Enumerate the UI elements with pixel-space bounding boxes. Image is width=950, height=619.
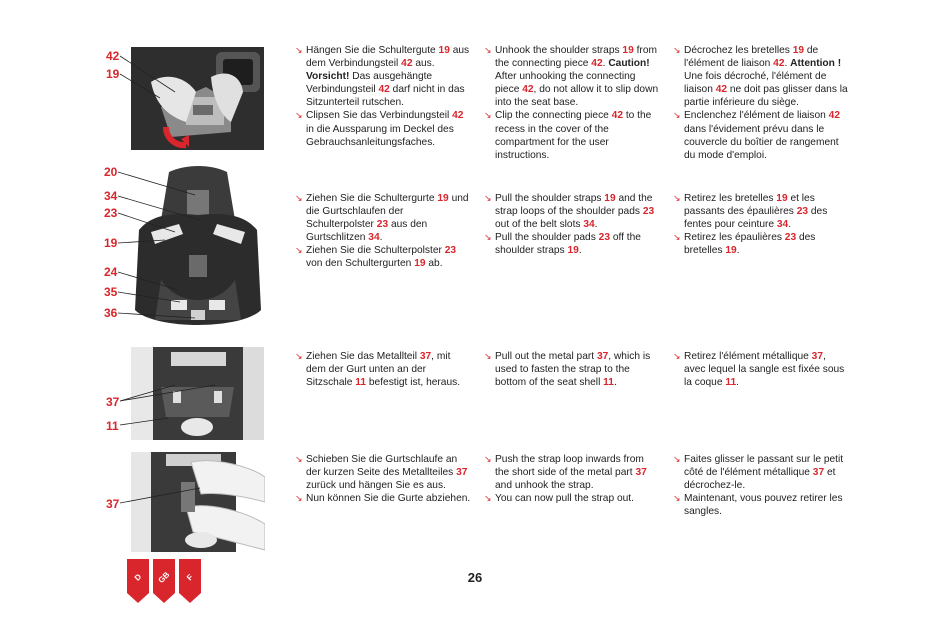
step-arrow-icon: ↘ <box>295 110 303 121</box>
step-text: dans l'évidement prévu dans le couvercle du boîtier de rangement du mode d'emploi. <box>684 123 839 161</box>
instruction-step <box>673 453 849 492</box>
part-number: 23 <box>598 232 610 244</box>
part-number: 42 <box>591 58 603 70</box>
part-number: 37 <box>635 467 647 479</box>
warning-label: Caution! <box>608 58 650 70</box>
instruction-step <box>484 492 660 505</box>
language-tabs <box>127 559 202 603</box>
callout-label: 19 <box>106 67 120 81</box>
part-number: 42 <box>522 84 534 96</box>
step-arrow-icon: ↘ <box>673 193 681 203</box>
step-text: Ziehen Sie die Schultergurte <box>306 193 438 204</box>
part-number: 19 <box>792 45 805 56</box>
step-text: Hängen Sie die Schultergute <box>306 45 439 56</box>
step-text: , mit dem der Gurt unten an der Sitzschale <box>306 351 451 389</box>
step-text: . <box>594 219 598 231</box>
callout-label: 36 <box>104 306 118 320</box>
step-text: off the shoulder straps <box>495 232 641 257</box>
part-number: 19 <box>414 258 426 270</box>
part-number: 42 <box>452 110 464 122</box>
language-tab-label: D <box>132 572 144 583</box>
instruction-step <box>673 44 849 109</box>
step-text: et les passants des épaulières <box>684 193 815 218</box>
step-arrow-icon: ↘ <box>484 351 492 361</box>
part-number: 37 <box>596 351 609 362</box>
callout-label: 23 <box>104 206 118 220</box>
part-number: 42 <box>611 110 624 122</box>
callout-label: 35 <box>104 285 118 299</box>
section-4-de <box>295 453 471 505</box>
part-number: 23 <box>444 245 457 257</box>
step-text: ab. <box>425 258 443 270</box>
part-number: 19 <box>776 193 788 204</box>
section-1-de <box>295 44 471 149</box>
callout-label: 37 <box>106 497 120 511</box>
step-text: . <box>788 219 792 231</box>
step-text: Retirez l'élément métallique <box>684 351 812 362</box>
step-arrow-icon: ↘ <box>484 193 492 203</box>
section-2-fr <box>673 192 849 257</box>
section-1-gb <box>484 44 660 162</box>
step-text: des bretelles <box>684 232 816 257</box>
language-tab-label: F <box>185 572 195 583</box>
step-text: . <box>736 245 740 257</box>
step-text: Schieben Sie die Gurtschlaufe an der kurzen Seite des Metallteiles <box>306 454 458 479</box>
language-tab-label: GB <box>156 570 172 585</box>
part-number: 34 <box>368 232 380 244</box>
part-number: 23 <box>642 206 655 218</box>
step-text: and unhook the strap. <box>495 480 594 492</box>
step-text: in die Aussparung im Deckel des Gebrauchsanleitungsfaches. <box>306 123 454 148</box>
part-number: 42 <box>715 84 728 96</box>
instruction-step <box>484 350 660 389</box>
step-text: , which is used to fasten the strap to the bottom of the seat shell <box>495 351 651 389</box>
step-text: Das ausgehängte Verbindungsteil <box>306 71 433 96</box>
section-3-de <box>295 350 471 389</box>
callout-label: 37 <box>106 395 120 409</box>
step-arrow-icon: ↘ <box>673 454 681 464</box>
callout-label: 42 <box>106 49 120 63</box>
section-4-gb <box>484 453 660 505</box>
step-arrow-icon: ↘ <box>673 232 681 243</box>
instruction-step <box>484 44 660 109</box>
page-number: 26 <box>467 570 483 585</box>
section-1-fr <box>673 44 849 162</box>
step-arrow-icon: ↘ <box>673 493 681 504</box>
instruction-step <box>673 350 849 389</box>
language-tab-fr <box>179 559 201 603</box>
step-text: . <box>736 377 739 389</box>
step-text: Unhook the shoulder straps <box>495 45 623 56</box>
part-number: 11 <box>355 377 367 389</box>
step-text: and the strap loops of the shoulder pads <box>495 193 653 218</box>
part-number: 19 <box>725 245 737 257</box>
callout-label: 34 <box>104 189 118 203</box>
step-arrow-icon: ↘ <box>295 493 303 504</box>
step-text: aus den Gurtschlitzen <box>306 219 428 244</box>
part-number: 34 <box>583 219 595 231</box>
callout-label: 19 <box>104 236 118 250</box>
part-number: 34 <box>776 219 789 231</box>
step-text: Décrochez les bretelles <box>684 45 793 56</box>
step-text: out of the belt slots <box>495 219 584 231</box>
instruction-step <box>295 350 471 389</box>
part-number: 23 <box>376 219 389 231</box>
callout-label: 11 <box>106 419 119 433</box>
step-text: Maintenant, vous pouvez retirer les sangles. <box>684 493 843 518</box>
part-number: 11 <box>725 377 737 389</box>
step-text: . <box>602 58 609 70</box>
part-number: 23 <box>784 232 797 244</box>
figure-4-strap-loop <box>131 452 265 552</box>
part-number: 19 <box>604 193 616 204</box>
section-4-fr <box>673 453 849 518</box>
part-number: 19 <box>567 245 579 257</box>
step-text: von den Schultergurten <box>306 258 415 270</box>
step-text: darf nicht in das Sitzunterteil rutschen. <box>306 84 465 109</box>
instruction-step <box>295 192 471 244</box>
step-text: Retirez les épaulières <box>684 232 785 244</box>
step-text: Pull the shoulder pads <box>495 232 599 244</box>
part-number: 37 <box>456 467 468 479</box>
step-text: aus. <box>412 58 435 70</box>
instruction-step <box>295 492 471 505</box>
step-text: from the connecting piece <box>495 45 657 70</box>
step-arrow-icon: ↘ <box>673 351 681 361</box>
step-text: zurück und hängen Sie es aus. <box>306 480 446 492</box>
part-number: 19 <box>438 45 450 56</box>
step-text: After unhooking the connecting piece <box>495 71 636 96</box>
instruction-step <box>295 244 471 270</box>
instruction-step <box>484 192 660 231</box>
step-arrow-icon: ↘ <box>295 45 303 55</box>
step-arrow-icon: ↘ <box>295 454 303 464</box>
step-text: und die Gurtschlaufen der Schulterpolster <box>306 193 469 231</box>
instruction-step <box>673 109 849 161</box>
step-text: . <box>379 232 383 244</box>
step-arrow-icon: ↘ <box>484 493 492 504</box>
instruction-step <box>484 453 660 492</box>
language-tab-de <box>127 559 149 603</box>
step-text: des fentes pour ceinture <box>684 206 828 231</box>
instruction-step <box>484 231 660 257</box>
part-number: 23 <box>796 206 809 218</box>
callout-label: 20 <box>104 165 118 179</box>
step-text: befestigt ist, heraus. <box>366 377 461 389</box>
instruction-step <box>673 231 849 257</box>
step-text: Nun können Sie die Gurte abziehen. <box>306 493 471 505</box>
step-text: Push the strap loop inwards from the short side of the metal part <box>495 454 644 479</box>
step-text: Pull out the metal part <box>495 351 597 362</box>
step-text: Faites glisser le passant sur le petit côté de l'élément métallique <box>684 454 844 479</box>
section-2-de <box>295 192 471 271</box>
step-text: . <box>578 245 582 257</box>
step-arrow-icon: ↘ <box>484 454 492 464</box>
step-text: Pull the shoulder straps <box>495 193 605 204</box>
step-text: aus dem Verbindungsteil <box>306 45 470 70</box>
figure-3-metal-part <box>131 347 264 440</box>
step-arrow-icon: ↘ <box>673 45 681 55</box>
step-text: Enclenchez l'élément de liaison <box>684 110 829 122</box>
step-text: ne doit pas glisser dans la partie inférieure du siège. <box>684 84 848 109</box>
step-arrow-icon: ↘ <box>484 232 492 243</box>
part-number: 42 <box>773 58 785 70</box>
step-text: Une fois décroché, l'élément de liaison <box>684 71 827 96</box>
step-text: . <box>784 58 791 70</box>
language-tab-gb <box>153 559 175 603</box>
part-number: 19 <box>437 193 449 204</box>
part-number: 19 <box>622 45 634 56</box>
figure-2-seat-overview <box>131 160 265 332</box>
step-arrow-icon: ↘ <box>295 351 303 361</box>
part-number: 42 <box>401 58 413 70</box>
step-text: Clip the connecting piece <box>495 110 612 122</box>
step-text: Clipsen Sie das Verbindungsteil <box>306 110 453 122</box>
section-3-fr <box>673 350 849 389</box>
instruction-step <box>673 192 849 231</box>
instruction-step <box>295 453 471 492</box>
step-text: , avec lequel la sangle est fixée sous la coque <box>684 351 845 389</box>
instruction-step <box>295 109 471 148</box>
instruction-step <box>295 44 471 109</box>
warning-label: Vorsicht! <box>306 71 350 83</box>
part-number: 37 <box>419 351 432 362</box>
part-number: 42 <box>378 84 390 96</box>
step-text: . <box>613 377 617 389</box>
part-number: 42 <box>828 110 840 122</box>
part-number: 37 <box>812 467 825 479</box>
step-arrow-icon: ↘ <box>484 110 492 121</box>
part-number: 37 <box>811 351 823 362</box>
part-number: 11 <box>603 377 614 389</box>
step-text: to the recess in the cover of the compartment for the user instructions. <box>495 110 652 161</box>
callout-label: 24 <box>104 265 118 279</box>
warning-label: Attention ! <box>790 58 842 70</box>
step-arrow-icon: ↘ <box>484 45 492 55</box>
step-arrow-icon: ↘ <box>295 245 303 256</box>
instruction-step <box>673 492 849 518</box>
step-text: Ziehen Sie das Metallteil <box>306 351 420 362</box>
step-text: et décrochez-le. <box>684 467 836 492</box>
step-text: , do not allow it to slip down into the seat base. <box>495 84 659 109</box>
step-text: You can now pull the strap out. <box>495 493 634 505</box>
step-arrow-icon: ↘ <box>295 193 303 203</box>
instruction-step <box>484 109 660 161</box>
section-3-gb <box>484 350 660 389</box>
section-2-gb <box>484 192 660 257</box>
step-arrow-icon: ↘ <box>673 110 681 121</box>
step-text: Retirez les bretelles <box>684 193 777 204</box>
figure-1-connecting-piece <box>131 47 264 150</box>
step-text: de l'élément de liaison <box>684 45 819 70</box>
step-text: Ziehen Sie die Schulterpolster <box>306 245 445 257</box>
